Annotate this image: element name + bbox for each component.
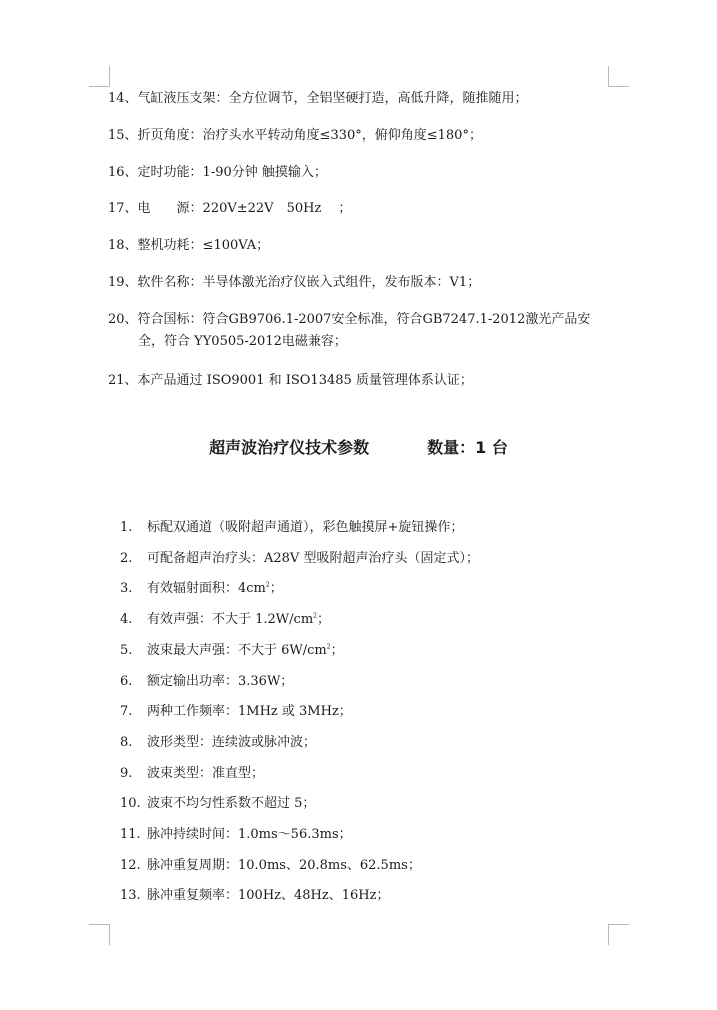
ultrasound-item-13: 13. 脉冲重复频率：100Hz、48Hz、16Hz； <box>120 888 390 903</box>
spec-item-17: 17、电 源：220V±22V 50Hz ； <box>108 201 352 216</box>
spec-item-20: 20、符合国标：符合GB9706.1-2007安全标准，符合GB7247.1-2012激光产品安 全，符合 YY0505-2012电磁兼容； <box>108 312 591 349</box>
ultrasound-item-10: 10. 波束不均匀性系数不超过 5； <box>120 796 316 811</box>
crop-mark-bottom-left <box>89 924 110 945</box>
spec-item-16: 16、定时功能：1-90分钟 触摸输入； <box>108 165 327 180</box>
ultrasound-item-6: 6. 额定输出功率：3.36W； <box>120 674 294 689</box>
spec-item-21: 21、本产品通过 ISO9001 和 ISO13485 质量管理体系认证； <box>108 373 473 388</box>
crop-mark-bottom-right <box>608 924 629 945</box>
ultrasound-item-4: 4. 有效声强：不大于 $1.2W/cm^2$； <box>120 612 331 627</box>
section-title-text: 超声波治疗仪技术参数 <box>209 438 370 457</box>
ultrasound-item-9: 9. 波束类型：准直型； <box>120 766 265 781</box>
ultrasound-item-8: 8. 波形类型：连续波或脉冲波； <box>120 735 317 750</box>
ultrasound-item-1: 1. 标配双通道（吸附超声通道），彩色触摸屏+旋钮操作； <box>120 520 464 535</box>
ultrasound-item-2: 2. 可配备超声治疗头：A28V 型吸附超声治疗头（固定式）； <box>120 551 479 566</box>
ultrasound-item-5: 5. 波束最大声强：不大于 $6W/cm^2$； <box>120 643 344 658</box>
spec-item-15: 15、折页角度：治疗头水平转动角度≤330°，俯仰角度≤180°； <box>108 128 482 143</box>
ultrasound-item-11: 11. 脉冲持续时间：1.0ms～56.3ms； <box>120 827 352 842</box>
spec-item-19: 19、软件名称：半导体激光治疗仪嵌入式组件，发布版本：V1； <box>108 275 481 290</box>
ultrasound-item-7: 7. 两种工作频率：1MHz 或 3MHz； <box>120 704 352 719</box>
spec-item-14: 14、气缸液压支架：全方位调节，全铝坚硬打造，高低升降，随推随用； <box>108 91 528 106</box>
quantity-label: 数量：1 台 <box>427 438 508 457</box>
ultrasound-item-12: 12. 脉冲重复周期：10.0ms、20.8ms、62.5ms； <box>120 858 421 873</box>
crop-mark-top-left <box>89 66 110 87</box>
ultrasound-item-3: 3. 有效辐射面积：$4cm^2$； <box>120 581 283 596</box>
crop-mark-top-right <box>608 66 629 87</box>
section-title <box>0 437 717 459</box>
spec-item-18: 18、整机功耗：≤100VA； <box>108 238 270 253</box>
